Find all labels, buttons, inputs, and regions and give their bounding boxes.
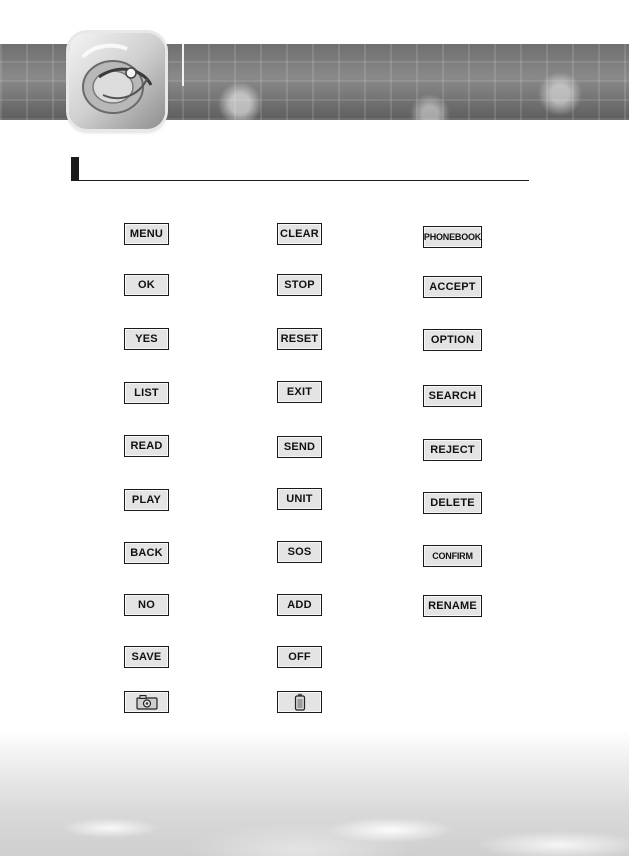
key-add: ADD <box>277 594 322 616</box>
key-battery <box>277 691 322 713</box>
key-option: OPTION <box>423 329 482 351</box>
key-back: BACK <box>124 542 169 564</box>
key-search: SEARCH <box>423 385 482 407</box>
header-divider <box>182 44 184 86</box>
key-clear: CLEAR <box>277 223 322 245</box>
key-delete: DELETE <box>423 492 482 514</box>
key-phonebook: PHONEBOOK <box>423 226 482 248</box>
key-read: READ <box>124 435 169 457</box>
chapter-logo <box>69 33 165 129</box>
key-save: SAVE <box>124 646 169 668</box>
key-list: LIST <box>124 382 169 404</box>
key-reset: RESET <box>277 328 322 350</box>
key-reject: REJECT <box>423 439 482 461</box>
key-stop: STOP <box>277 274 322 296</box>
camera-icon <box>136 694 158 710</box>
battery-icon <box>294 693 306 711</box>
key-accept: ACCEPT <box>423 276 482 298</box>
key-send: SEND <box>277 436 322 458</box>
section-heading-marker <box>71 157 79 181</box>
key-no: NO <box>124 594 169 616</box>
key-confirm: CONFIRM <box>423 545 482 567</box>
footer-sky-background <box>0 730 629 856</box>
key-sos: SOS <box>277 541 322 563</box>
section-heading-rule <box>79 180 529 181</box>
key-play: PLAY <box>124 489 169 511</box>
key-yes: YES <box>124 328 169 350</box>
key-off: OFF <box>277 646 322 668</box>
key-ok: OK <box>124 274 169 296</box>
key-menu: MENU <box>124 223 169 245</box>
key-unit: UNIT <box>277 488 322 510</box>
satellite-dish-icon <box>69 33 165 129</box>
key-camera <box>124 691 169 713</box>
key-rename: RENAME <box>423 595 482 617</box>
key-exit: EXIT <box>277 381 322 403</box>
